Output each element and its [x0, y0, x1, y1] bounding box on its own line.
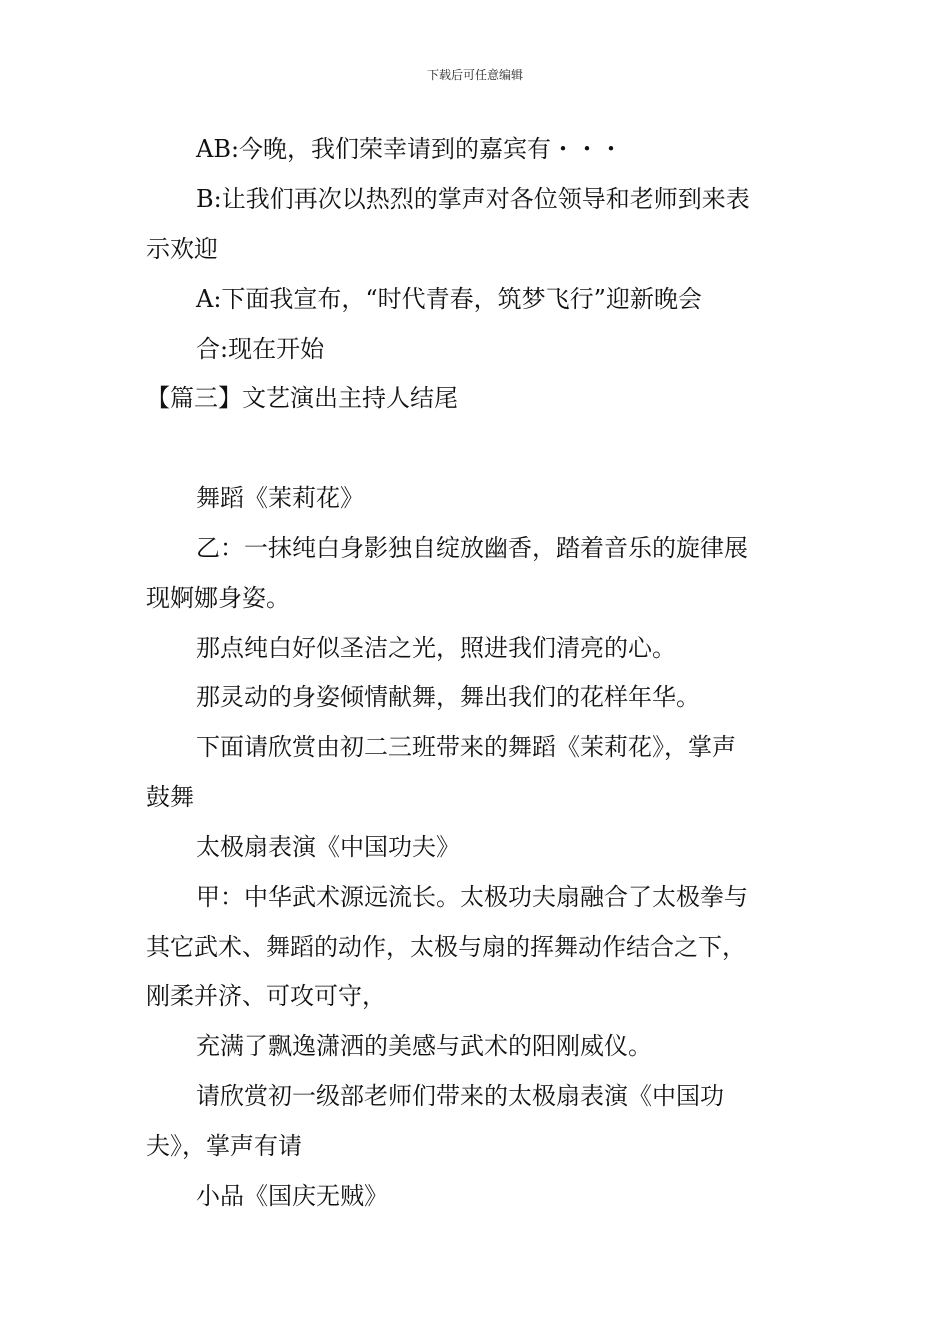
text-line: 示欢迎 [146, 235, 218, 263]
text-line: 鼓舞 [146, 783, 194, 811]
text-line: B:让我们再次以热烈的掌声对各位领导和老师到来表 [196, 185, 750, 213]
text-line: 充满了飘逸潇洒的美感与武术的阳刚威仪。 [196, 1032, 652, 1060]
text-line: 刚柔并济、可攻可守， [146, 982, 386, 1010]
text-line: 请欣赏初一级部老师们带来的太极扇表演《中国功 [196, 1082, 724, 1110]
program-title: 太极扇表演《中国功夫》 [196, 833, 460, 861]
text-line: 乙：一抹纯白身影独自绽放幽香，踏着音乐的旋律展 [196, 534, 748, 562]
text-line: 夫》，掌声有请 [146, 1132, 302, 1160]
text-line: 下面请欣赏由初二三班带来的舞蹈《茉莉花》，掌声 [196, 733, 736, 761]
text-line: 甲：中华武术源远流长。太极功夫扇融合了太极拳与 [196, 883, 748, 911]
program-title: 小品《国庆无贼》 [196, 1182, 388, 1210]
text-line: 其它武术、舞蹈的动作，太极与扇的挥舞动作结合之下， [146, 933, 746, 961]
text-line: 那灵动的身姿倾情献舞，舞出我们的花样年华。 [196, 683, 700, 711]
text-line: AB:今晚，我们荣幸请到的嘉宾有・・・ [196, 135, 624, 163]
text-line: 现婀娜身姿。 [146, 584, 290, 612]
page-header: 下载后可任意编辑 [426, 68, 523, 82]
text-line: 合:现在开始 [196, 335, 325, 363]
program-title: 舞蹈《茉莉花》 [196, 484, 364, 512]
text-line: A:下面我宣布，“时代青春，筑梦飞行”迎新晚会 [196, 285, 702, 313]
section-heading: 【篇三】文艺演出主持人结尾 [146, 384, 458, 412]
text-line: 那点纯白好似圣洁之光，照进我们清亮的心。 [196, 634, 676, 662]
